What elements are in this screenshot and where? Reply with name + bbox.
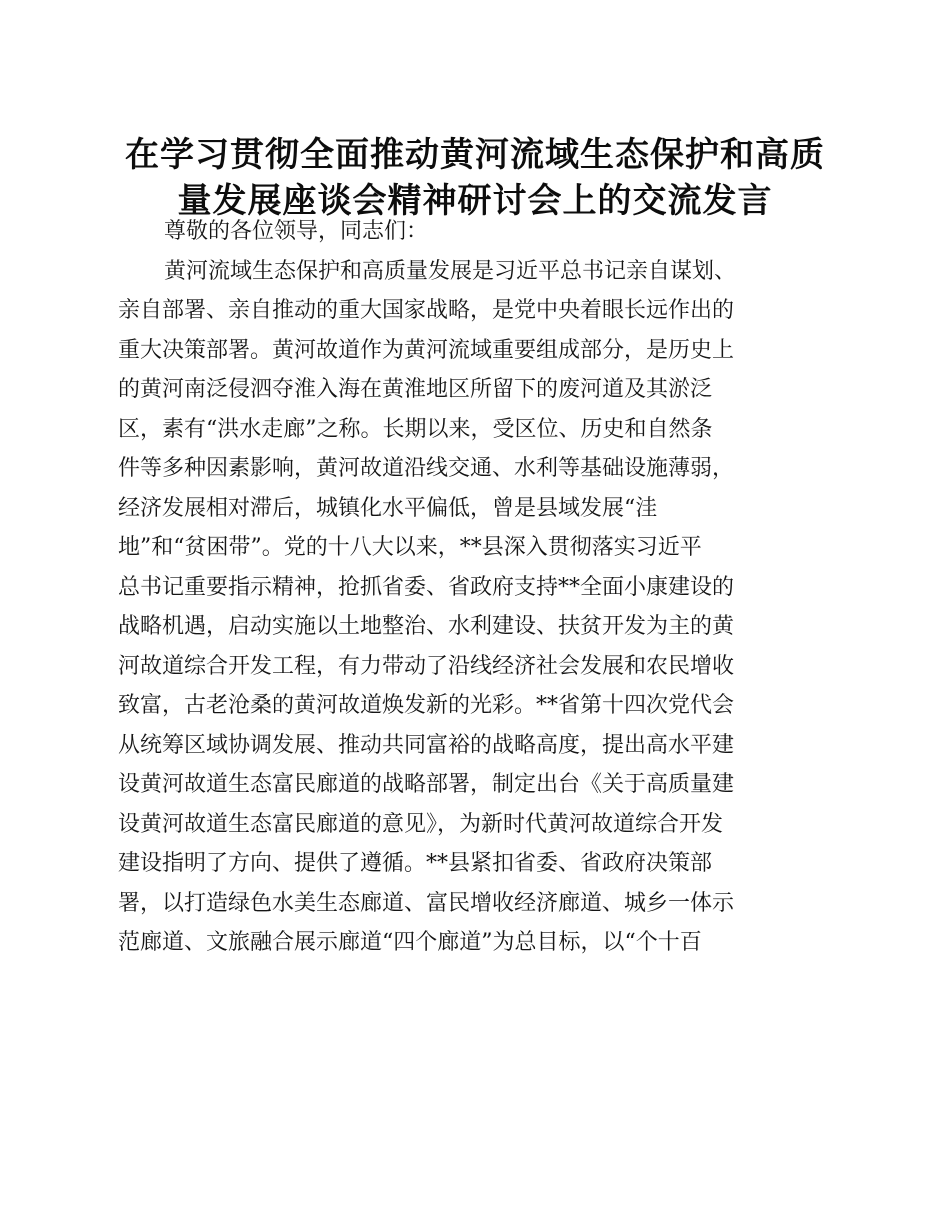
paragraph-line: 亲自部署、亲自推动的重大国家战略，是党中央着眼长远作出的: [118, 298, 735, 323]
paragraph-line: 从统筹区域协调发展、推动共同富裕的战略高度，提出高水平建: [118, 732, 735, 758]
document-title: [100, 132, 850, 224]
paragraph-line: 河故道综合开发工程，有力带动了沿线经济社会发展和农民增收: [118, 653, 735, 679]
paragraph-line: 设黄河故道生态富民廊道的意见》，为新时代黄河故道综合开发: [118, 811, 724, 837]
paragraph-line: 区，素有“洪水走廊”之称。长期以来，受区位、历史和自然条: [118, 416, 713, 442]
paragraph-line: 设黄河故道生态富民廊道的战略部署，制定出台《关于高质量建: [118, 772, 735, 797]
paragraph-line: 致富，古老沧桑的黄河故道焕发新的光彩。**省第十四次党代会: [118, 693, 735, 718]
paragraph-line: 战略机遇，启动实施以土地整治、水利建设、扶贫开发为主的黄: [118, 614, 735, 639]
document-body: [118, 212, 818, 963]
paragraph-line: 范廊道、文旅融合展示廊道“四个廊道”为总目标，以“个十百: [118, 930, 702, 955]
title-line-1: 在学习贯彻全面推动黄河流域生态保护和高质: [125, 135, 825, 175]
greeting-line: 尊敬的各位领导，同志们：: [164, 219, 429, 244]
paragraph-line: 黄河流域生态保护和高质量发展是习近平总书记亲自谋划、: [164, 258, 737, 284]
title-line-2: 量发展座谈会精神研讨会上的交流发言: [177, 181, 773, 221]
paragraph-line: 地”和“贫困带”。党的十八大以来，**县深入贯彻落实习近平: [118, 535, 702, 560]
paragraph-line: 件等多种因素影响，黄河故道沿线交通、水利等基础设施薄弱，: [118, 456, 735, 481]
paragraph-line: 经济发展相对滞后，城镇化水平偏低，曾是县域发展“洼: [118, 495, 658, 521]
paragraph-line: 署，以打造绿色水美生态廊道、富民增收经济廊道、城乡一体示: [118, 890, 735, 916]
paragraph-line: 的黄河南泛侵泗夺淮入海在黄淮地区所留下的废河道及其淤泛: [118, 377, 713, 402]
paragraph-line: 重大决策部署。黄河故道作为黄河流域重要组成部分，是历史上: [118, 337, 735, 363]
paragraph-line: 建设指明了方向、提供了遵循。**县紧扣省委、省政府决策部: [118, 851, 713, 876]
paragraph-line: 总书记重要指示精神，抢抓省委、省政府支持**全面小康建设的: [118, 574, 735, 600]
